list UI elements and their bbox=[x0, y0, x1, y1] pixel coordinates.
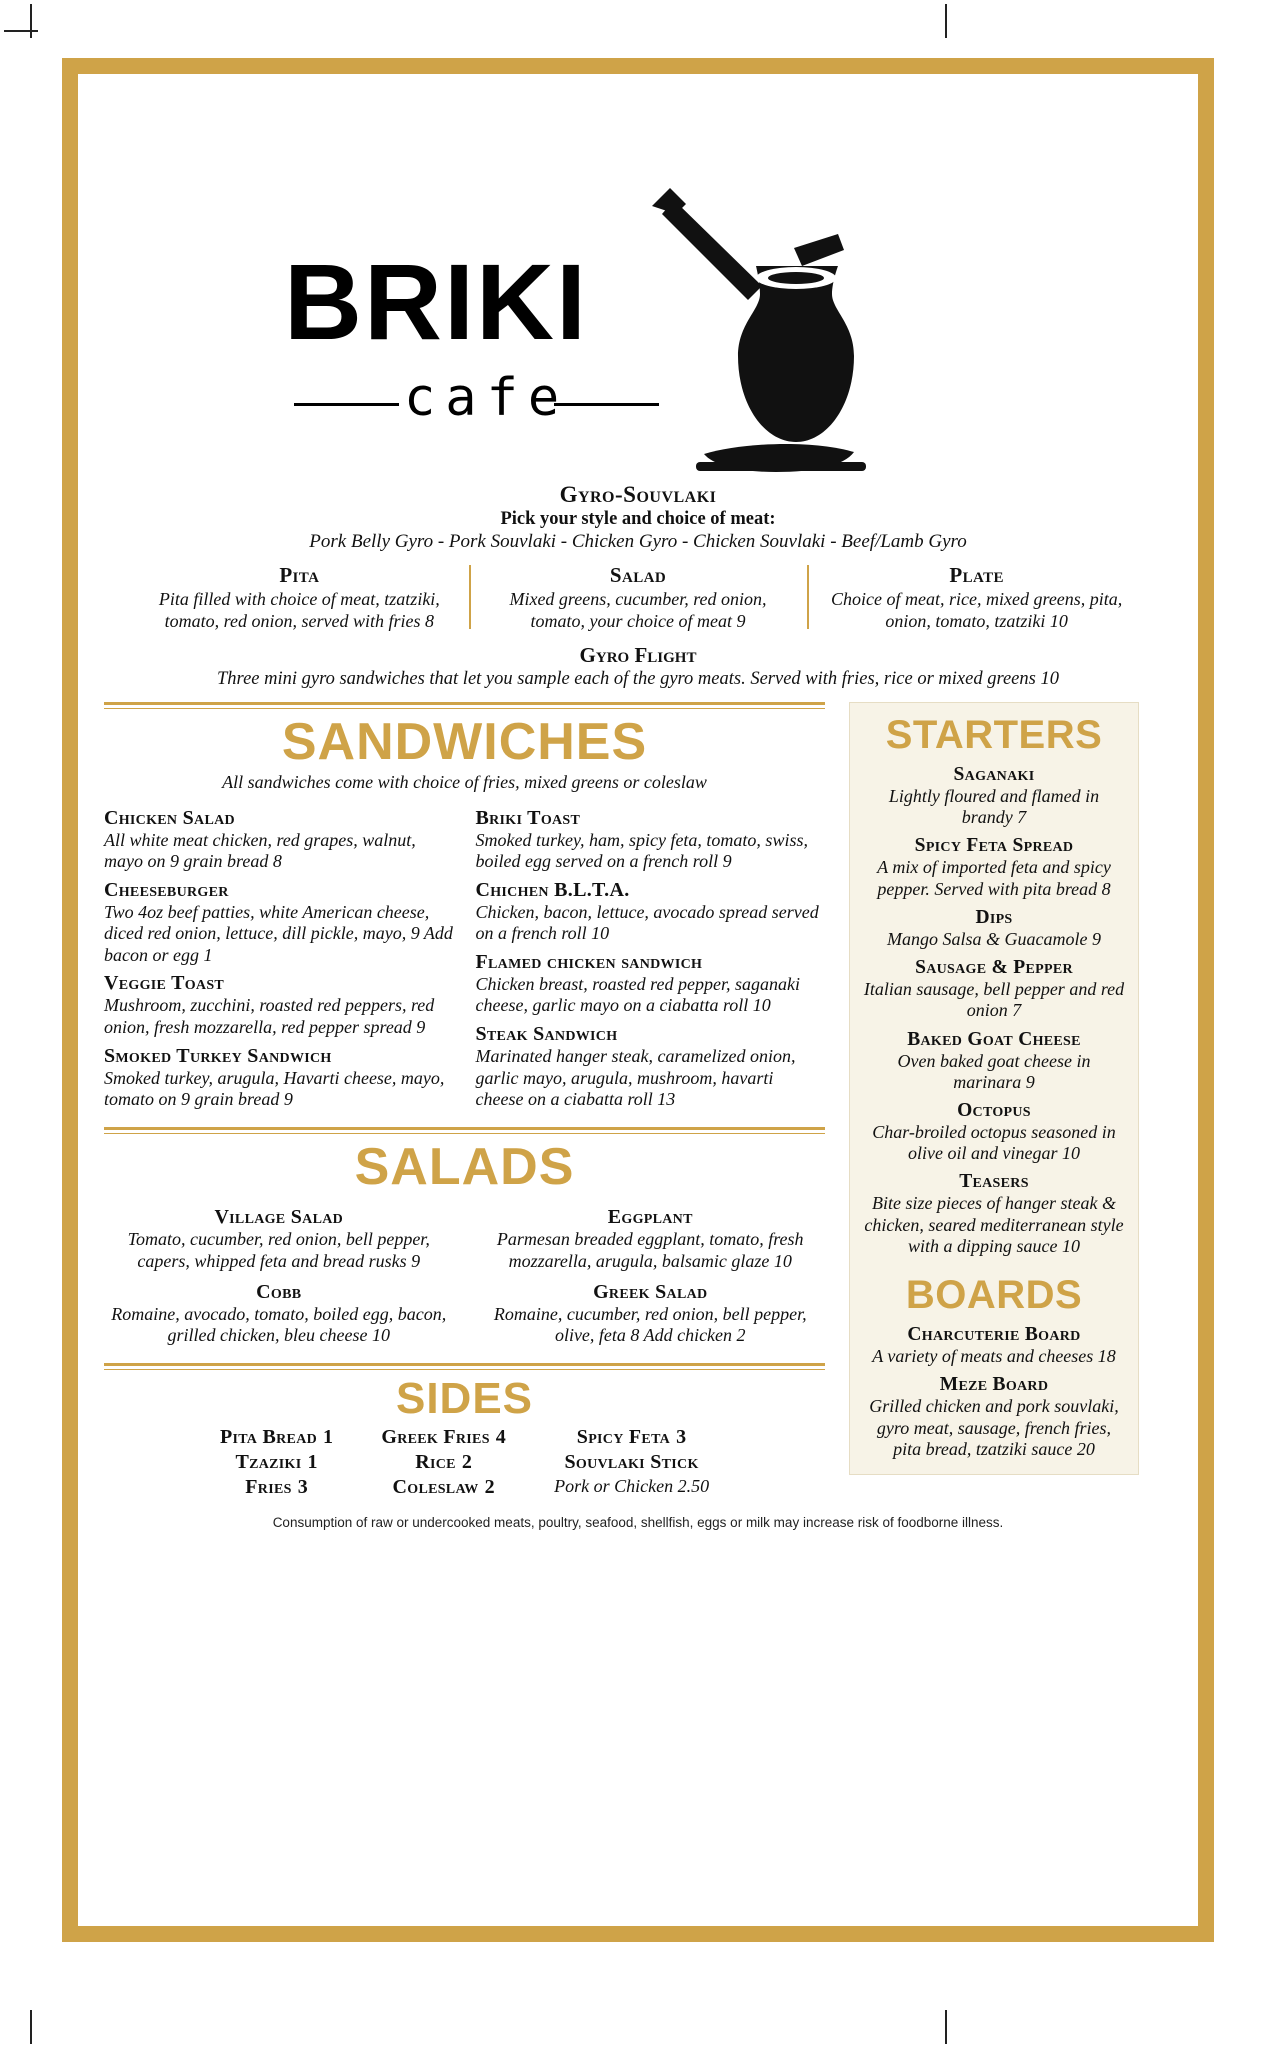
briki-pot-icon bbox=[644, 170, 904, 480]
menu-item-desc: A mix of imported feta and spicy pepper. Served with pita bread 8 bbox=[877, 857, 1111, 899]
menu-item-desc: Mushroom, zucchini, roasted red peppers, red onion, fresh mozzarella, red pepper spread 9 bbox=[104, 995, 435, 1038]
gyro-style-salad bbox=[469, 563, 808, 633]
side-name: Coleslaw bbox=[392, 1476, 479, 1498]
menu-item-desc: Chicken breast, roasted red pepper, saganaki cheese, garlic mayo on a ciabatta roll 10 bbox=[475, 973, 800, 1016]
gyro-style-pita bbox=[130, 563, 469, 633]
starters-title: STARTERS bbox=[885, 712, 1103, 757]
menu-item-name: Meze Board bbox=[939, 1374, 1049, 1396]
sandwiches-column-left bbox=[104, 801, 454, 1111]
menu-item-name: Eggplant bbox=[607, 1206, 693, 1229]
menu-item-desc: Smoked turkey, arugula, Havarti cheese, mayo, tomato on 9 grain bread 9 bbox=[104, 1067, 445, 1110]
menu-item-desc: Romaine, avocado, tomato, boiled egg, bacon, grilled chicken, bleu cheese 10 bbox=[111, 1303, 447, 1346]
menu-item-name: Greek Salad bbox=[593, 1280, 708, 1303]
gyro-souvlaki-section bbox=[104, 482, 1172, 553]
menu-item-desc: A variety of meats and cheeses 18 bbox=[872, 1346, 1116, 1367]
side-price: 3 bbox=[297, 1476, 308, 1498]
menu-item-desc: Char-broiled octopus seasoned in olive oil and vinegar 10 bbox=[872, 1122, 1116, 1164]
menu-item-desc: Bite size pieces of hanger steak & chicken, seared mediterranean style with a dipping sauce 10 bbox=[864, 1193, 1124, 1256]
salads-title: SALADS bbox=[354, 1137, 575, 1196]
sides-note: Pork or Chicken 2.50 bbox=[554, 1476, 710, 1496]
menu-item-name: Cobb bbox=[256, 1280, 302, 1303]
menu-item-desc: Tomato, cucumber, red onion, bell pepper, capers, whipped feta and bread rusks 9 bbox=[127, 1229, 430, 1272]
starters-boards-panel bbox=[849, 702, 1139, 1475]
menu-item-name: Steak Sandwich bbox=[475, 1023, 618, 1046]
menu-page bbox=[62, 58, 1214, 1942]
crop-mark-top-right bbox=[945, 4, 947, 38]
menu-item-name: Veggie Toast bbox=[104, 972, 225, 995]
brand-name: BRIKI bbox=[284, 241, 588, 362]
menu-item-desc: Italian sausage, bell pepper and red onion 7 bbox=[863, 979, 1125, 1021]
side-name: Fries bbox=[245, 1476, 292, 1498]
menu-item-name: Village Salad bbox=[214, 1206, 344, 1229]
menu-item-desc: Romaine, cucumber, red onion, bell pepper, olive, feta 8 Add chicken 2 bbox=[493, 1303, 807, 1346]
gyro-style-desc: Pita filled with choice of meat, tzatziki, tomato, red onion, served with fries 8 bbox=[158, 589, 440, 631]
boards-title: BOARDS bbox=[905, 1273, 1083, 1318]
logo-rule-left bbox=[294, 403, 399, 406]
menu-item-name: Spicy Feta Spread bbox=[914, 835, 1074, 857]
divider-sides bbox=[104, 1363, 825, 1370]
logo-block bbox=[104, 88, 1172, 478]
side-name: Pita Bread bbox=[219, 1426, 318, 1448]
menu-item-name: Flamed chicken sandwich bbox=[475, 950, 703, 973]
divider-sandwiches bbox=[104, 702, 825, 709]
side-row bbox=[220, 1451, 333, 1474]
side-price: 2 bbox=[461, 1451, 473, 1473]
crop-mark-bottom-left bbox=[30, 2010, 32, 2044]
menu-item-desc: All white meat chicken, red grapes, walnut, mayo on 9 grain bread 8 bbox=[104, 829, 416, 872]
sandwiches-note: All sandwiches come with choice of fries, mixed greens or coleslaw bbox=[222, 771, 707, 792]
gyro-subtitle: Pick your style and choice of meat: bbox=[500, 509, 776, 529]
gyro-style-desc: Mixed greens, cucumber, red onion, tomato, your choice of meat 9 bbox=[509, 589, 767, 631]
menu-item-desc: Oven baked goat cheese in marinara 9 bbox=[897, 1050, 1091, 1092]
menu-item-name: Sausage & Pepper bbox=[915, 957, 1073, 979]
gyro-style-plate bbox=[807, 563, 1146, 633]
gyro-style-title: Salad bbox=[609, 563, 667, 587]
menu-item-name: Chichen B.L.T.A. bbox=[475, 878, 630, 901]
menu-item-desc: Smoked turkey, ham, spicy feta, tomato, swiss, boiled egg served on a french roll 9 bbox=[475, 829, 808, 872]
gyro-flight bbox=[104, 643, 1172, 690]
salads-column-right bbox=[476, 1198, 826, 1346]
menu-item-desc: Parmesan breaded eggplant, tomato, fresh mozzarella, arugula, balsamic glaze 10 bbox=[496, 1229, 804, 1272]
side-price: 3 bbox=[676, 1426, 687, 1448]
salads-section bbox=[104, 1137, 825, 1347]
menu-item-name: Octopus bbox=[957, 1100, 1031, 1122]
side-row bbox=[554, 1426, 709, 1449]
side-name: Souvlaki Stick bbox=[564, 1451, 699, 1473]
side-row bbox=[381, 1451, 506, 1474]
side-price: 4 bbox=[495, 1426, 507, 1448]
side-row bbox=[381, 1476, 506, 1499]
side-row bbox=[554, 1451, 709, 1474]
menu-item-desc: Chicken, bacon, lettuce, avocado spread served on a french roll 10 bbox=[475, 901, 819, 944]
sides-column-3 bbox=[554, 1424, 709, 1501]
menu-item-desc: Two 4oz beef patties, white American cheese, diced red onion, lettuce, dill pickle, mayo, 9 Add bacon or egg 1 bbox=[104, 901, 453, 965]
sides-title: SIDES bbox=[395, 1373, 534, 1423]
gyro-style-desc: Choice of meat, rice, mixed greens, pita, onion, tomato, tzatziki 10 bbox=[831, 589, 1123, 631]
divider-salads bbox=[104, 1127, 825, 1134]
crop-mark-top-left bbox=[30, 4, 32, 38]
menu-item-name: Chicken Salad bbox=[104, 806, 235, 829]
menu-item-name: Saganaki bbox=[953, 763, 1035, 785]
menu-item-name: Baked Goat Cheese bbox=[907, 1028, 1081, 1050]
sandwiches-list bbox=[104, 801, 825, 1111]
gyro-style-title: Pita bbox=[279, 563, 320, 587]
side-name: Rice bbox=[415, 1451, 456, 1473]
sides-list bbox=[104, 1424, 825, 1501]
menu-item-desc: Mango Salsa & Guacamole 9 bbox=[887, 928, 1101, 949]
gyro-style-title: Plate bbox=[949, 563, 1004, 587]
gyro-title: Gyro-Souvlaki bbox=[559, 482, 717, 507]
salads-column-left bbox=[104, 1198, 454, 1346]
menu-item-desc: Marinated hanger steak, caramelized onion, garlic mayo, arugula, mushroom, havarti cheese on a ciabatta roll 13 bbox=[475, 1046, 796, 1110]
sides-column-1 bbox=[220, 1424, 333, 1501]
gyro-flight-desc: Three mini gyro sandwiches that let you sample each of the gyro meats. Served with fries, rice or mixed greens 10 bbox=[217, 668, 1059, 689]
side-row bbox=[220, 1426, 333, 1449]
sandwiches-title: SANDWICHES bbox=[281, 712, 648, 771]
disclaimer: Consumption of raw or undercooked meats, poultry, seafood, shellfish, eggs or milk may increase risk of foodborne illness. bbox=[272, 1515, 1004, 1530]
gyro-styles bbox=[104, 563, 1172, 633]
gyro-meat-list: Pork Belly Gyro - Pork Souvlaki - Chicken Gyro - Chicken Souvlaki - Beef/Lamb Gyro bbox=[309, 531, 967, 552]
side-price: 1 bbox=[307, 1451, 318, 1473]
menu-item-name: Briki Toast bbox=[475, 806, 581, 829]
menu-item-name: Teasers bbox=[959, 1171, 1029, 1193]
side-price: 1 bbox=[323, 1426, 334, 1448]
gyro-flight-title: Gyro Flight bbox=[579, 642, 697, 667]
menu-item-name: Dips bbox=[975, 906, 1013, 928]
sides-column-2 bbox=[381, 1424, 506, 1501]
side-name: Spicy Feta bbox=[576, 1426, 671, 1448]
side-name: Tzaziki bbox=[235, 1451, 302, 1473]
sandwiches-column-right bbox=[476, 801, 826, 1111]
side-row bbox=[220, 1476, 333, 1499]
crop-mark-top-left-h bbox=[4, 30, 38, 32]
menu-item-name: Cheeseburger bbox=[104, 878, 229, 901]
side-price: 2 bbox=[484, 1476, 495, 1498]
menu-item-name: Charcuterie Board bbox=[907, 1324, 1081, 1346]
brand-subtitle: cafe bbox=[404, 368, 570, 428]
side-name: Greek Fries bbox=[381, 1426, 490, 1448]
side-row bbox=[381, 1426, 506, 1449]
menu-item-desc: Lightly floured and flamed in brandy 7 bbox=[888, 785, 1100, 828]
menu-item-name: Smoked Turkey Sandwich bbox=[104, 1044, 332, 1067]
menu-item-desc: Grilled chicken and pork souvlaki, gyro meat, sausage, french fries, pita bread, tzatziki sauce 20 bbox=[869, 1396, 1119, 1459]
crop-mark-bottom-right bbox=[945, 2010, 947, 2044]
